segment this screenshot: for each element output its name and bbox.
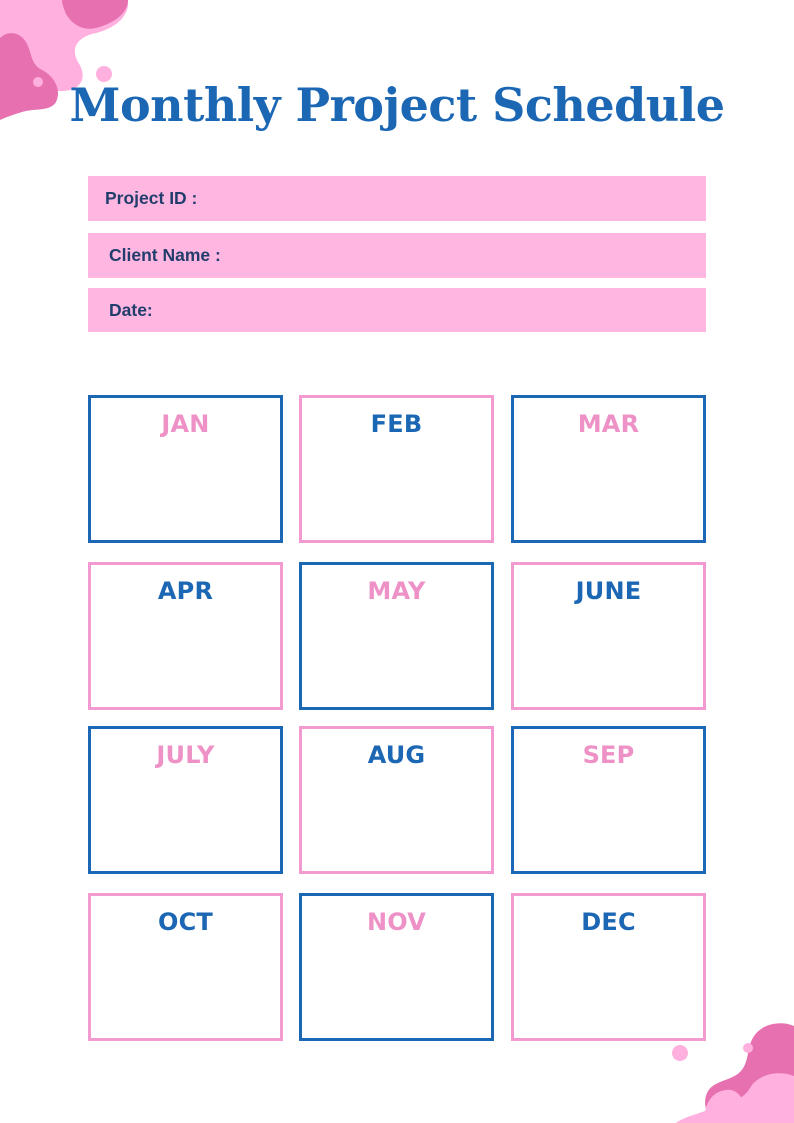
- month-label: MAR: [577, 410, 640, 438]
- month-box-nov[interactable]: [299, 893, 494, 1041]
- month-box-feb[interactable]: [299, 395, 494, 543]
- month-box-july[interactable]: [88, 726, 283, 874]
- month-label: SEP: [582, 741, 635, 769]
- project-id-label: Project ID :: [105, 188, 198, 208]
- month-label: JAN: [161, 410, 210, 438]
- month-box-sep[interactable]: [511, 726, 706, 874]
- date-field[interactable]: [88, 288, 706, 332]
- month-label: DEC: [581, 908, 636, 936]
- month-label: APR: [157, 577, 214, 605]
- client-name-field[interactable]: [88, 233, 706, 278]
- month-box-jan[interactable]: [88, 395, 283, 543]
- month-box-mar[interactable]: [511, 395, 706, 543]
- month-box-oct[interactable]: [88, 893, 283, 1041]
- month-label: JUNE: [575, 577, 642, 605]
- date-label: Date:: [109, 299, 153, 320]
- client-name-label: Client Name :: [109, 245, 221, 265]
- month-label: OCT: [158, 908, 213, 936]
- month-label: NOV: [366, 908, 427, 936]
- month-label: JULY: [156, 741, 215, 769]
- month-box-june[interactable]: [511, 562, 706, 710]
- month-label: AUG: [367, 741, 426, 769]
- month-label: MAY: [367, 577, 426, 605]
- page-title: Monthly Project Schedule: [69, 78, 725, 132]
- month-box-apr[interactable]: [88, 562, 283, 710]
- month-label: FEB: [370, 410, 423, 438]
- month-box-aug[interactable]: [299, 726, 494, 874]
- month-box-may[interactable]: [299, 562, 494, 710]
- decorative-blob-bottom-right: [654, 1018, 794, 1123]
- project-id-field[interactable]: [88, 176, 706, 221]
